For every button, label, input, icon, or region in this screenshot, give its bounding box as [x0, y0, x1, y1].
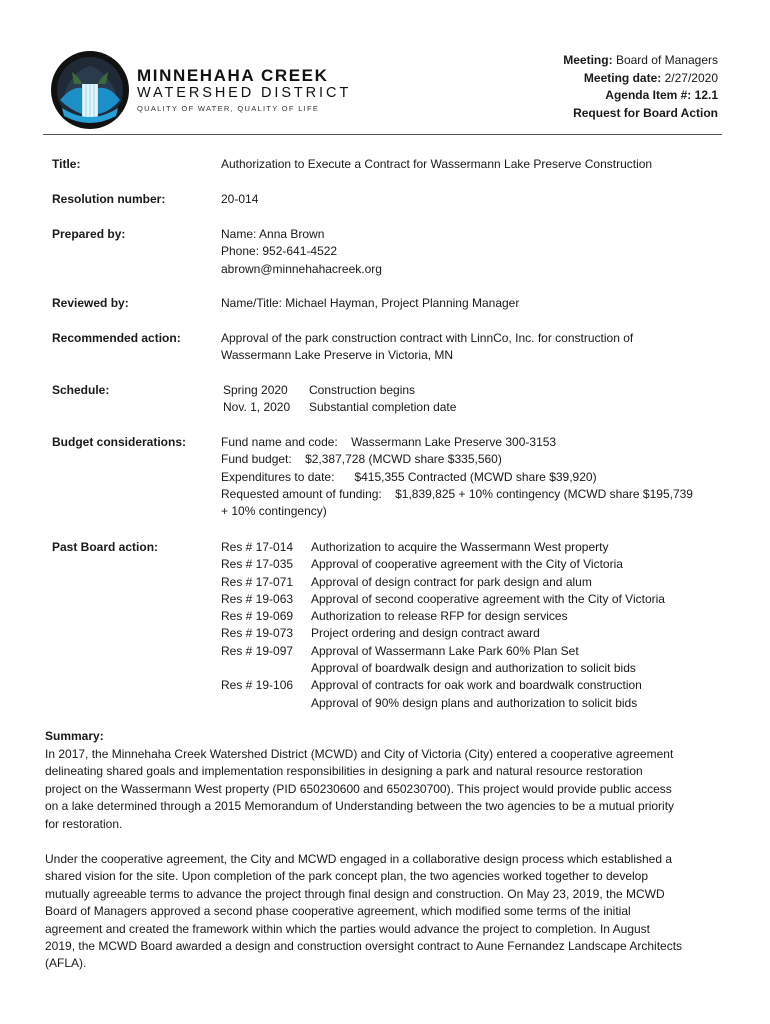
prepared-label: Prepared by: [52, 227, 126, 241]
resolution-ref: Res # 19-069 [221, 609, 294, 624]
schedule-date: Nov. 1, 2020 [223, 400, 291, 415]
recommended-block [221, 330, 633, 365]
organization-name: MINNEHAHA CREEK [137, 66, 329, 85]
schedule-row [221, 399, 456, 416]
resolution-ref: Res # 19-097 [221, 643, 294, 658]
meeting-line [563, 52, 718, 70]
schedule-label: Schedule: [52, 383, 110, 397]
recommended-label: Recommended action: [52, 331, 181, 345]
resolution-ref: Res # 17-035 [221, 557, 294, 572]
prepared-phone: Phone: 952-641-4522 [221, 244, 338, 259]
past-action-list [221, 539, 665, 712]
budget-item-value: $415,355 Contracted (MCWD share $39,920) [354, 469, 597, 484]
title-label: Title: [52, 157, 81, 171]
budget-item-label: Expenditures to date: [221, 469, 335, 484]
reviewed-label: Reviewed by: [52, 296, 129, 310]
summary-line: for restoration. [45, 816, 123, 831]
past-action-row [221, 556, 665, 573]
resolution-ref: Res # 19-073 [221, 626, 294, 641]
prepared-block [221, 226, 382, 278]
summary-line: on a lake determined through a 2015 Memorandum of Understanding between the two agencies to be a mutual priority [45, 799, 675, 814]
past-action-row [221, 608, 665, 625]
budget-expenditures [221, 469, 693, 486]
summary-line: agreement and created the framework within which the parties would advance the project to completion. In August [45, 921, 651, 936]
budget-item-value: $1,839,825 + 10% contingency (MCWD share $195,739 [395, 486, 693, 501]
resolution-desc: Authorization to acquire the Wassermann West property [311, 540, 609, 554]
summary-line: Board of Managers approved a second phase cooperative agreement, which modified some terms of the initial [45, 904, 631, 919]
past-action-row [221, 539, 665, 556]
resolution-ref: Res # 19-063 [221, 591, 294, 606]
resolution-value: 20-014 [221, 192, 259, 206]
agenda-value: 12.1 [694, 88, 718, 102]
past-action-row [221, 591, 665, 608]
budget-fund-name [221, 434, 693, 451]
resolution-ref: Res # 17-071 [221, 574, 294, 589]
resolution-desc: Approval of contracts for oak work and boardwalk construction [311, 678, 642, 693]
agenda-label: Agenda Item #: [605, 88, 692, 102]
resolution-ref [221, 695, 311, 712]
budget-item-label: Fund name and code: [221, 435, 338, 449]
past-action-label: Past Board action: [52, 540, 159, 554]
schedule-date: Spring 2020 [223, 383, 288, 397]
schedule-row [221, 382, 456, 399]
budget-item-value: $2,387,728 (MCWD share $335,560) [305, 452, 502, 467]
past-action-row [221, 625, 665, 642]
resolution-desc: Project ordering and design contract award [311, 626, 540, 641]
summary-paragraph-2 [45, 851, 725, 973]
resolution-label: Resolution number: [52, 192, 166, 206]
past-action-row [221, 660, 665, 677]
resolution-desc: Approval of boardwalk design and authorization to solicit bids [311, 661, 636, 676]
summary-line: delineating shared goals and implementation responsibilities in designing a park and natural resource restoration [45, 764, 643, 779]
summary-line: project on the Wassermann West property (PID 650230600 and 650230700). This project would provide public access [45, 781, 672, 796]
budget-requested-cont: + 10% contingency) [221, 504, 327, 519]
agenda-line [563, 87, 718, 105]
organization-tagline: QUALITY OF WATER, QUALITY OF LIFE [137, 104, 320, 113]
resolution-desc: Approval of 90% design plans and authorization to solicit bids [311, 695, 638, 710]
recommended-line: Wassermann Lake Preserve in Victoria, MN [221, 348, 454, 363]
summary-line: shared vision for the site. Upon completion of the park concept plan, the two agencies worked together to develop [45, 869, 649, 884]
resolution-desc: Approval of second cooperative agreement with the City of Victoria [311, 591, 665, 606]
resolution-ref: Res # 17-014 [221, 540, 294, 554]
budget-fund-budget [221, 451, 693, 468]
meeting-date-line [563, 70, 718, 88]
budget-block [221, 434, 693, 520]
resolution-desc: Approval of Wassermann Lake Park 60% Plan Set [311, 643, 579, 658]
budget-item-value: Wassermann Lake Preserve 300-3153 [351, 435, 557, 449]
resolution-desc: Approval of design contract for park design and alum [311, 574, 592, 589]
past-action-row [221, 574, 665, 591]
summary-line: mutually agreeable terms to advance the project through final design and construction. On May 23, 2019, the MCWD [45, 886, 665, 901]
reviewed-value: Name/Title: Michael Hayman, Project Planning Manager [221, 296, 520, 310]
budget-label: Budget considerations: [52, 435, 187, 449]
past-action-row [221, 695, 665, 712]
schedule-event: Construction begins [309, 383, 416, 397]
schedule-event: Substantial completion date [309, 400, 457, 415]
resolution-ref: Res # 19-106 [221, 678, 294, 693]
prepared-name: Name: Anna Brown [221, 227, 325, 241]
summary-line: 2019, the MCWD Board awarded a design and construction oversight contract to Aune Fernandez Landscape Architects [45, 939, 683, 954]
schedule-block [221, 382, 456, 417]
summary-line: In 2017, the Minnehaha Creek Watershed District (MCWD) and City of Victoria (City) entered a cooperative agreement [45, 747, 674, 761]
past-action-row [221, 643, 665, 660]
meeting-date-label: Meeting date: [583, 70, 662, 85]
summary-paragraph-1 [45, 746, 725, 833]
header-divider [43, 134, 722, 135]
summary-line: Under the cooperative agreement, the City and MCWD engaged in a collaborative design process which established a [45, 852, 673, 866]
prepared-email: abrown@minnehahacreek.org [221, 261, 382, 276]
meeting-label: Meeting: [563, 53, 613, 67]
resolution-desc: Authorization to release RFP for design services [311, 609, 568, 624]
watershed-logo-icon [50, 50, 130, 130]
budget-item-label: Requested amount of funding: [221, 486, 382, 501]
meeting-value: Board of Managers [615, 53, 718, 67]
budget-requested [221, 486, 693, 503]
resolution-desc: Approval of cooperative agreement with the City of Victoria [311, 557, 623, 572]
summary-heading: Summary: [45, 729, 104, 743]
budget-item-label: Fund budget: [221, 452, 292, 467]
meeting-date-value: 2/27/2020 [664, 70, 718, 85]
organization-subtitle: WATERSHED DISTRICT [137, 85, 352, 101]
title-value: Authorization to Execute a Contract for Wassermann Lake Preserve Construction [221, 157, 653, 171]
summary-line: (AFLA). [45, 956, 87, 971]
recommended-line: Approval of the park construction contract with LinnCo, Inc. for construction of [221, 331, 634, 345]
meeting-info [563, 52, 718, 122]
request-type: Request for Board Action [573, 105, 718, 120]
resolution-ref [221, 660, 311, 677]
past-action-row [221, 677, 665, 694]
